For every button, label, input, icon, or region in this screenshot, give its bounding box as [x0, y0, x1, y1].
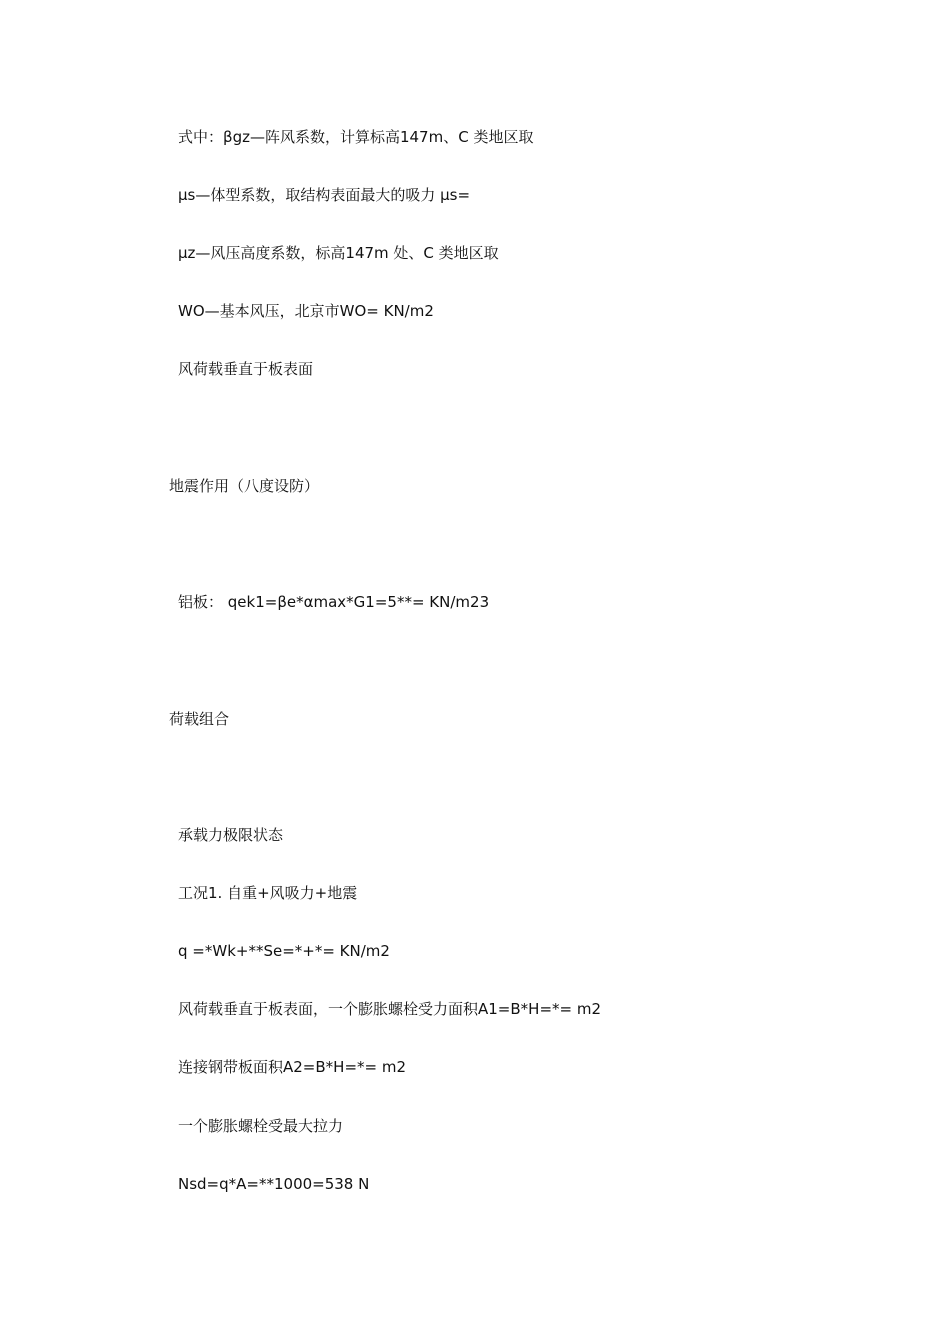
- subheading-ultimate-limit-state: 承载力极限状态: [178, 826, 284, 844]
- formula-legend-w0: WO—基本风压，北京市WO= KN/m2: [178, 302, 434, 320]
- bolt-tension-formula: Nsd=q*A=**1000=538 N: [178, 1175, 370, 1193]
- load-formula-q: q =*Wk+**Se=*+*= KN/m2: [178, 942, 390, 960]
- section-heading-load-combination: 荷载组合: [169, 710, 230, 728]
- formula-legend-mu-z: μz—风压高度系数，标高147m 处、C 类地区取: [178, 244, 499, 262]
- formula-legend-mu-s: μs—体型系数，取结构表面最大的吸力 μs=: [178, 186, 471, 204]
- wind-load-note: 风荷载垂直于板表面: [178, 360, 314, 378]
- formula-legend-beta-gz: 式中：βgz—阵风系数，计算标高147m、C 类地区取: [178, 128, 534, 146]
- bolt-area-formula: 风荷载垂直于板表面，一个膨胀螺栓受力面积A1=B*H=*= m2: [178, 1000, 602, 1018]
- bolt-max-tension-heading: 一个膨胀螺栓受最大拉力: [178, 1117, 344, 1135]
- section-heading-seismic: 地震作用（八度设防）: [169, 477, 320, 495]
- seismic-formula-aluminum-panel: 铝板： qek1=βe*αmax*G1=5**= KN/m23: [178, 593, 490, 611]
- steel-strip-area-formula: 连接钢带板面积A2=B*H=*= m2: [178, 1058, 407, 1076]
- load-case-1: 工况1. 自重+风吸力+地震: [178, 884, 358, 902]
